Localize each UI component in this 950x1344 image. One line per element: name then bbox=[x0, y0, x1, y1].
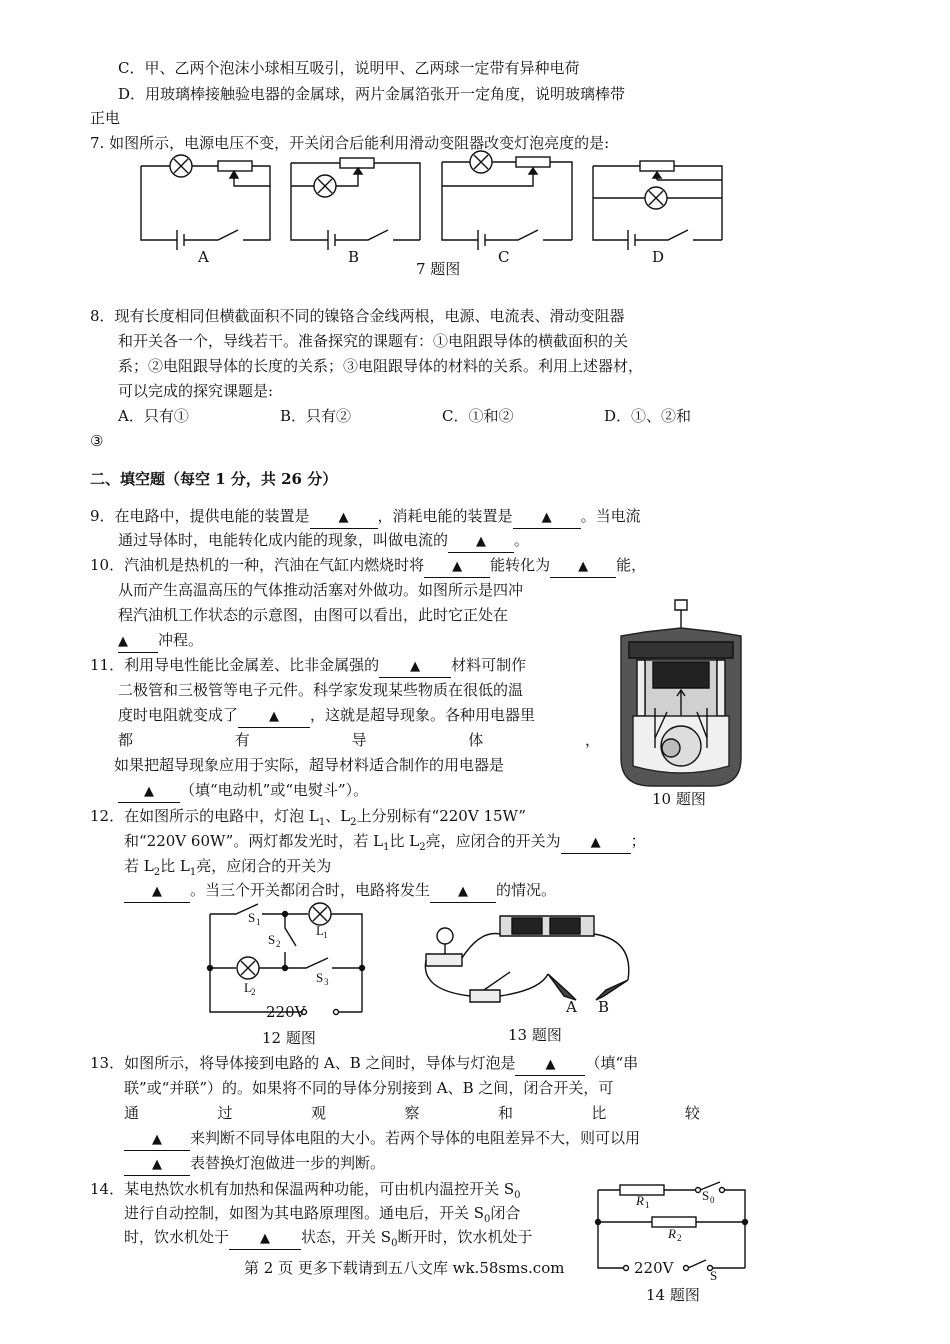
q10-blank-1[interactable]: ▲ bbox=[424, 555, 490, 578]
q6-option-d-cont: 正电 bbox=[90, 109, 121, 127]
q7-stem: 7. 如图所示，电源电压不变，开关闭合后能利用滑动变阻器改变灯泡亮度的是: bbox=[90, 134, 610, 152]
q12-blank-2[interactable]: ▲ bbox=[124, 880, 190, 903]
q8-option-b: B．只有② bbox=[280, 407, 352, 425]
q6-option-d: D．用玻璃棒接触验电器的金属球，两片金属箔张开一定角度，说明玻璃棒带 bbox=[118, 85, 626, 103]
svg-text:0: 0 bbox=[710, 1195, 715, 1205]
q14-label-s: S bbox=[710, 1268, 718, 1283]
q9-line1: 9．在电路中，提供电能的装置是 ▲ ，消耗电能的装置是 ▲ 。当电流 bbox=[90, 506, 641, 529]
q10-line3: 程汽油机工作状态的示意图，由图可以看出，此时它正处在 bbox=[118, 606, 509, 624]
q13-label-a: A bbox=[566, 998, 577, 1016]
svg-text:1: 1 bbox=[323, 930, 328, 940]
q7-label-b: B bbox=[348, 248, 360, 266]
q14-line3: 时，饮水机处于 ▲ 状态，开关 $S_0$断开时，饮水机处于 bbox=[124, 1228, 533, 1249]
q7-label-c: C bbox=[498, 248, 510, 266]
q7-label-d: D bbox=[652, 248, 665, 266]
q6-option-c: C．甲、乙两个泡沫小球相互吸引，说明甲、乙两球一定带有异种电荷 bbox=[118, 59, 580, 77]
q11-line6: ▲ （填“电动机”或“电熨斗”）。 bbox=[118, 780, 368, 803]
q14-label-r1: R bbox=[636, 1193, 644, 1208]
q10-blank-2[interactable]: ▲ bbox=[550, 555, 616, 578]
q13-caption: 13 题图 bbox=[508, 1026, 562, 1044]
q10-caption: 10 题图 bbox=[652, 790, 706, 808]
q13-blank-2[interactable]: ▲ bbox=[124, 1128, 190, 1151]
q8-line2: 和开关各一个，导线若干。准备探究的课题有：①电阻跟导体的横截面积的关 bbox=[118, 332, 629, 350]
q14-label-s0: S bbox=[702, 1188, 710, 1203]
q10-blank-3[interactable]: ▲ bbox=[118, 630, 158, 653]
q9-blank-2[interactable]: ▲ bbox=[513, 506, 581, 529]
q14-line2: 进行自动控制，如图为其电路原理图。通电后，开关 $S_0$闭合 bbox=[124, 1204, 521, 1225]
q7-caption: 7 题图 bbox=[416, 260, 461, 278]
q14-line1: 14．某电热饮水机有加热和保温两种功能，可由机内温控开关 $S_0$ bbox=[90, 1180, 521, 1201]
q12-label-s2: S bbox=[268, 932, 276, 947]
svg-text:2: 2 bbox=[276, 939, 281, 949]
q12-line1: 12．在如图所示的电路中，灯泡 $L_1$、$L_2$上分别标有“220V 15W” bbox=[90, 807, 526, 828]
q12-line3: 若 $L_2$比 $L_1$亮，应闭合的开关为 bbox=[124, 857, 332, 878]
svg-text:3: 3 bbox=[324, 977, 329, 987]
q12-label-l2: L bbox=[244, 980, 252, 995]
q11-line5: 如果把超导现象应用于实际，超导材料适合制作的用电器是 bbox=[114, 756, 505, 774]
q13-line1: 13．如图所示，将导体接到电路的 A、B 之间时，导体与灯泡是 ▲ （填“串 bbox=[90, 1053, 638, 1076]
q14-label-r2: R bbox=[668, 1226, 676, 1241]
q11-blank-1[interactable]: ▲ bbox=[379, 655, 451, 678]
q13-line3: 通 过 观 察 和 比 较 bbox=[124, 1104, 700, 1122]
q14-voltage: 220V bbox=[634, 1259, 674, 1277]
q11-line3: 度时电阻就变成了 ▲ ，这就是超导现象。各种用电器里 bbox=[118, 705, 535, 728]
q13-line2: 联”或“并联”）的。如果将不同的导体分别接到 A、B 之间，闭合开关，可 bbox=[124, 1079, 614, 1097]
q11-blank-2[interactable]: ▲ bbox=[238, 705, 310, 728]
q8-option-d: D．①、②和 bbox=[604, 407, 692, 425]
q12-caption: 12 题图 bbox=[262, 1029, 316, 1047]
q12-line4: ▲ 。当三个开关都闭合时，电路将发生 ▲ 的情况。 bbox=[124, 880, 556, 903]
q7-label-a: A bbox=[198, 248, 209, 266]
q11-line4: 都 有 导 体 ， bbox=[118, 731, 600, 749]
q8-line3: 系；②电阻跟导体的长度的关系；③电阻跟导体的材料的关系。利用上述器材， bbox=[118, 357, 644, 375]
q8-line4: 可以完成的探究课题是: bbox=[118, 382, 274, 400]
q9-blank-3[interactable]: ▲ bbox=[448, 530, 514, 553]
q13-line4: ▲ 来判断不同导体电阻的大小。若两个导体的电阻差异不大，则可以用 bbox=[124, 1128, 640, 1151]
q9-line2: 通过导体时，电能转化成内能的现象，叫做电流的 ▲ 。 bbox=[118, 530, 529, 553]
q12-blank-3[interactable]: ▲ bbox=[430, 880, 496, 903]
q9-blank-1[interactable]: ▲ bbox=[310, 506, 378, 529]
q12-label-s1: S bbox=[248, 910, 256, 925]
q14-caption: 14 题图 bbox=[646, 1286, 700, 1304]
q13-line5: ▲ 表替换灯泡做进一步的判断。 bbox=[124, 1153, 385, 1176]
q12-label-s3: S bbox=[316, 970, 324, 985]
q8-option-d-cont: ③ bbox=[90, 432, 104, 450]
q11-blank-3[interactable]: ▲ bbox=[118, 780, 180, 803]
q13-blank-1[interactable]: ▲ bbox=[515, 1053, 585, 1076]
q12-blank-1[interactable]: ▲ bbox=[561, 831, 631, 854]
q14-blank-1[interactable]: ▲ bbox=[229, 1227, 301, 1250]
svg-text:2: 2 bbox=[677, 1233, 682, 1243]
q11-line2: 二极管和三极管等电子元件。科学家发现某些物质在很低的温 bbox=[118, 681, 524, 699]
q12-voltage: 220V bbox=[266, 1003, 306, 1021]
q13-blank-3[interactable]: ▲ bbox=[124, 1153, 190, 1176]
q8-option-a: A．只有① bbox=[118, 407, 189, 425]
q8-line1: 8．现有长度相同但横截面积不同的镍铬合金线两根，电源、电流表、滑动变阻器 bbox=[90, 307, 625, 325]
q10-line4: ▲ 冲程。 bbox=[118, 630, 203, 653]
q11-line1: 11．利用导电性能比金属差、比非金属强的 ▲ 材料可制作 bbox=[90, 655, 526, 678]
svg-text:1: 1 bbox=[256, 917, 261, 927]
q12-line2: 和“220V 60W”。两灯都发光时，若 $L_1$比 $L_2$亮，应闭合的开关为 ▲ ； bbox=[124, 832, 646, 853]
page-footer: 第 2 页 更多下载请到五八文库 wk.58sms.com bbox=[244, 1259, 565, 1277]
q10-line2: 从而产生高温高压的气体推动活塞对外做功。如图所示是四冲 bbox=[118, 581, 524, 599]
svg-text:2: 2 bbox=[251, 987, 256, 997]
q13-label-b: B bbox=[598, 998, 610, 1016]
q10-line1: 10．汽油机是热机的一种，汽油在气缸内燃烧时将 ▲ 能转化为 ▲ 能， bbox=[90, 555, 646, 578]
section-2-title: 二、填空题（每空 1 分，共 26 分） bbox=[90, 470, 338, 488]
svg-text:1: 1 bbox=[645, 1200, 650, 1210]
q8-option-c: C．①和② bbox=[442, 407, 514, 425]
q12-label-l1: L bbox=[316, 923, 324, 938]
